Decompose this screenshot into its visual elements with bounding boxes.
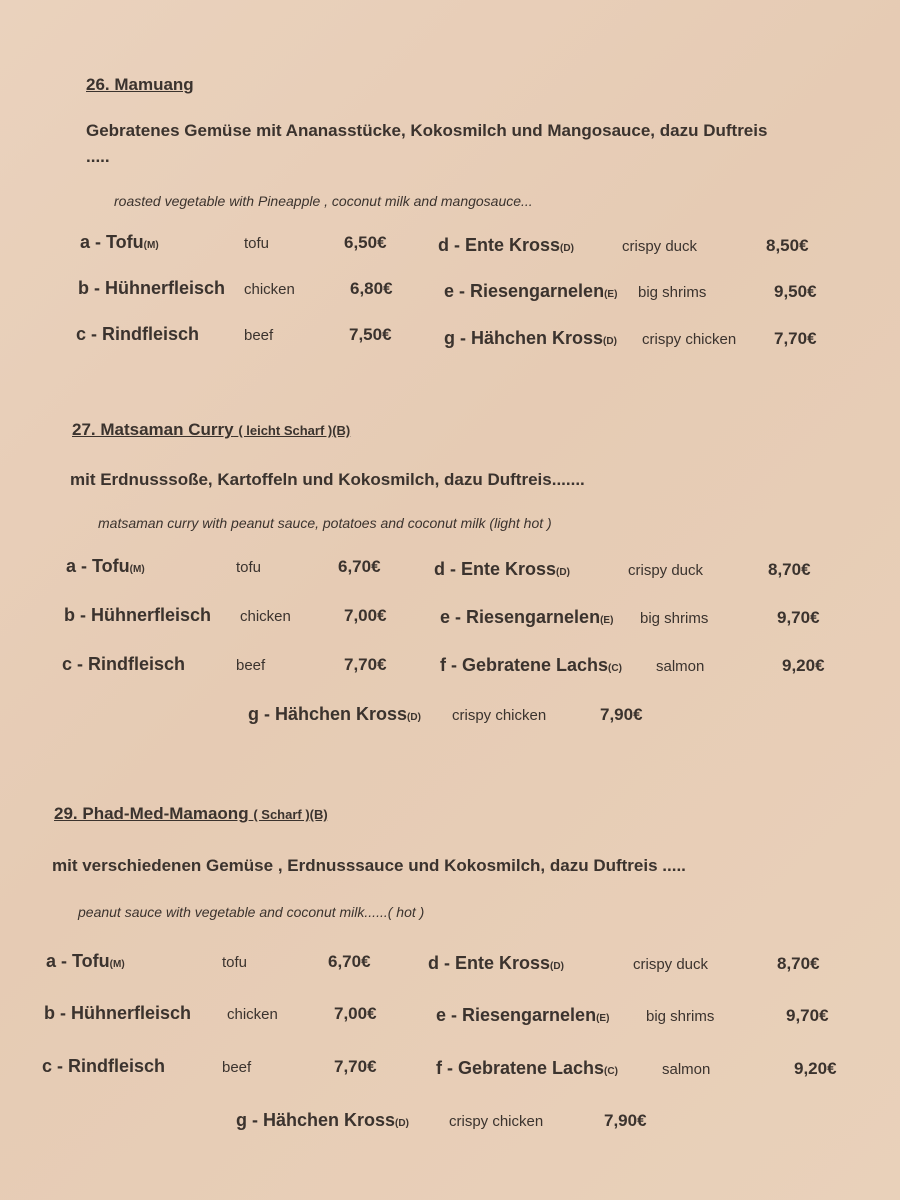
item-name xyxy=(438,235,574,256)
item-name-text: c - Rindfleisch xyxy=(42,1056,166,1076)
item-name xyxy=(64,605,211,626)
item-price: 9,20€ xyxy=(794,1059,837,1078)
section-note: ( leicht Scharf )(B) xyxy=(238,423,351,438)
item-english: beef xyxy=(244,327,274,344)
item-english: crispy duck xyxy=(633,956,709,973)
item-name-text: d - Ente Kross xyxy=(434,559,557,579)
section-title-text: 26. Mamuang xyxy=(86,75,194,94)
item-english: beef xyxy=(222,1059,252,1076)
allergen-code: (M) xyxy=(129,564,145,575)
section-title xyxy=(72,420,350,440)
item-name xyxy=(428,953,564,974)
item-price: 8,70€ xyxy=(768,560,811,579)
item-name-text: b - Hühnerfleisch xyxy=(64,605,212,625)
allergen-code: (E) xyxy=(600,615,614,626)
item-english: crispy chicken xyxy=(452,707,547,724)
item-name-text: c - Rindfleisch xyxy=(76,324,200,344)
item-name-text: g - Hähchen Kross xyxy=(444,328,604,348)
item-english: tofu xyxy=(222,954,248,971)
allergen-code: (E) xyxy=(604,289,618,300)
item-name xyxy=(444,328,617,349)
item-price: 9,70€ xyxy=(786,1006,829,1025)
allergen-code: (M) xyxy=(109,959,125,970)
item-price: 7,90€ xyxy=(600,705,643,724)
item-name-text: e - Riesengarnelen xyxy=(436,1005,597,1025)
item-name xyxy=(236,1110,409,1131)
allergen-code: (D) xyxy=(550,961,564,972)
item-english: beef xyxy=(236,657,266,674)
item-name-text: d - Ente Kross xyxy=(438,235,561,255)
item-english: crispy duck xyxy=(628,562,704,579)
section-description: mit verschiedenen Gemüse , Erdnusssauce und Kokosmilch, dazu Duftreis ..... xyxy=(52,856,686,875)
section-title-text: 27. Matsaman Curry xyxy=(72,420,234,439)
item-name xyxy=(436,1058,618,1079)
item-name xyxy=(434,559,570,580)
item-name-text: a - Tofu xyxy=(46,951,110,971)
item-price: 8,70€ xyxy=(777,954,820,973)
item-price: 9,20€ xyxy=(782,656,825,675)
item-name-text: a - Tofu xyxy=(66,556,130,576)
item-price: 9,70€ xyxy=(777,608,820,627)
item-price: 8,50€ xyxy=(766,236,809,255)
item-name xyxy=(76,324,199,345)
item-price: 7,70€ xyxy=(774,329,817,348)
item-price: 6,50€ xyxy=(344,233,387,252)
item-english: chicken xyxy=(244,281,295,298)
item-english: chicken xyxy=(227,1006,278,1023)
item-price: 9,50€ xyxy=(774,282,817,301)
allergen-code: (D) xyxy=(407,712,421,723)
section-description: Gebratenes Gemüse mit Ananasstücke, Kokosmilch und Mangosauce, dazu Duftreis ..... xyxy=(86,121,768,166)
item-name-text: g - Hähchen Kross xyxy=(236,1110,396,1130)
item-name-text: e - Riesengarnelen xyxy=(444,281,605,301)
item-price: 7,70€ xyxy=(344,655,387,674)
item-name xyxy=(440,607,613,628)
allergen-code: (D) xyxy=(556,567,570,578)
item-price: 7,70€ xyxy=(334,1057,377,1076)
item-price: 6,70€ xyxy=(338,557,381,576)
item-price: 7,00€ xyxy=(344,606,387,625)
item-price: 7,50€ xyxy=(349,325,392,344)
item-name xyxy=(440,655,622,676)
item-name xyxy=(78,278,225,299)
allergen-code: (D) xyxy=(395,1118,409,1129)
allergen-code: (C) xyxy=(608,663,622,674)
item-english: salmon xyxy=(656,658,705,675)
item-name-text: g - Hähchen Kross xyxy=(248,704,408,724)
item-english: chicken xyxy=(240,608,291,625)
allergen-code: (M) xyxy=(143,240,159,251)
section-title xyxy=(54,804,328,824)
item-english: crispy chicken xyxy=(449,1113,544,1130)
allergen-code: (E) xyxy=(596,1013,610,1024)
item-name xyxy=(44,1003,191,1024)
section-english: matsaman curry with peanut sauce, potatoes and coconut milk (light hot ) xyxy=(98,515,552,531)
item-name-text: f - Gebratene Lachs xyxy=(440,655,609,675)
item-english: big shrims xyxy=(638,284,707,301)
item-price: 6,70€ xyxy=(328,952,371,971)
item-name xyxy=(62,654,185,675)
item-name-text: e - Riesengarnelen xyxy=(440,607,601,627)
section-title xyxy=(86,75,194,95)
item-english: salmon xyxy=(662,1061,711,1078)
item-price: 7,90€ xyxy=(604,1111,647,1130)
item-name-text: b - Hühnerfleisch xyxy=(44,1003,192,1023)
item-price: 7,00€ xyxy=(334,1004,377,1023)
item-price: 6,80€ xyxy=(350,279,393,298)
item-name xyxy=(46,951,125,972)
section-note: ( Scharf )(B) xyxy=(253,807,328,822)
item-english: crispy duck xyxy=(622,238,698,255)
item-name-text: f - Gebratene Lachs xyxy=(436,1058,605,1078)
allergen-code: (D) xyxy=(603,336,617,347)
item-english: big shrims xyxy=(640,610,709,627)
item-name xyxy=(80,232,159,253)
item-english: crispy chicken xyxy=(642,331,737,348)
allergen-code: (D) xyxy=(560,243,574,254)
section-english: roasted vegetable with Pineapple , coconut milk and mangosauce... xyxy=(114,193,533,209)
item-name-text: a - Tofu xyxy=(80,232,144,252)
item-english: tofu xyxy=(244,235,270,252)
item-name xyxy=(66,556,145,577)
item-english: tofu xyxy=(236,559,262,576)
item-english: big shrims xyxy=(646,1008,715,1025)
item-name-text: b - Hühnerfleisch xyxy=(78,278,226,298)
section-description: mit Erdnusssoße, Kartoffeln und Kokosmilch, dazu Duftreis....... xyxy=(70,470,585,489)
item-name xyxy=(248,704,421,725)
item-name-text: d - Ente Kross xyxy=(428,953,551,973)
item-name xyxy=(436,1005,609,1026)
item-name xyxy=(444,281,617,302)
allergen-code: (C) xyxy=(604,1066,618,1077)
section-english: peanut sauce with vegetable and coconut milk......( hot ) xyxy=(78,904,425,920)
section-title-text: 29. Phad-Med-Mamaong xyxy=(54,804,249,823)
item-name-text: c - Rindfleisch xyxy=(62,654,186,674)
item-name xyxy=(42,1056,165,1077)
